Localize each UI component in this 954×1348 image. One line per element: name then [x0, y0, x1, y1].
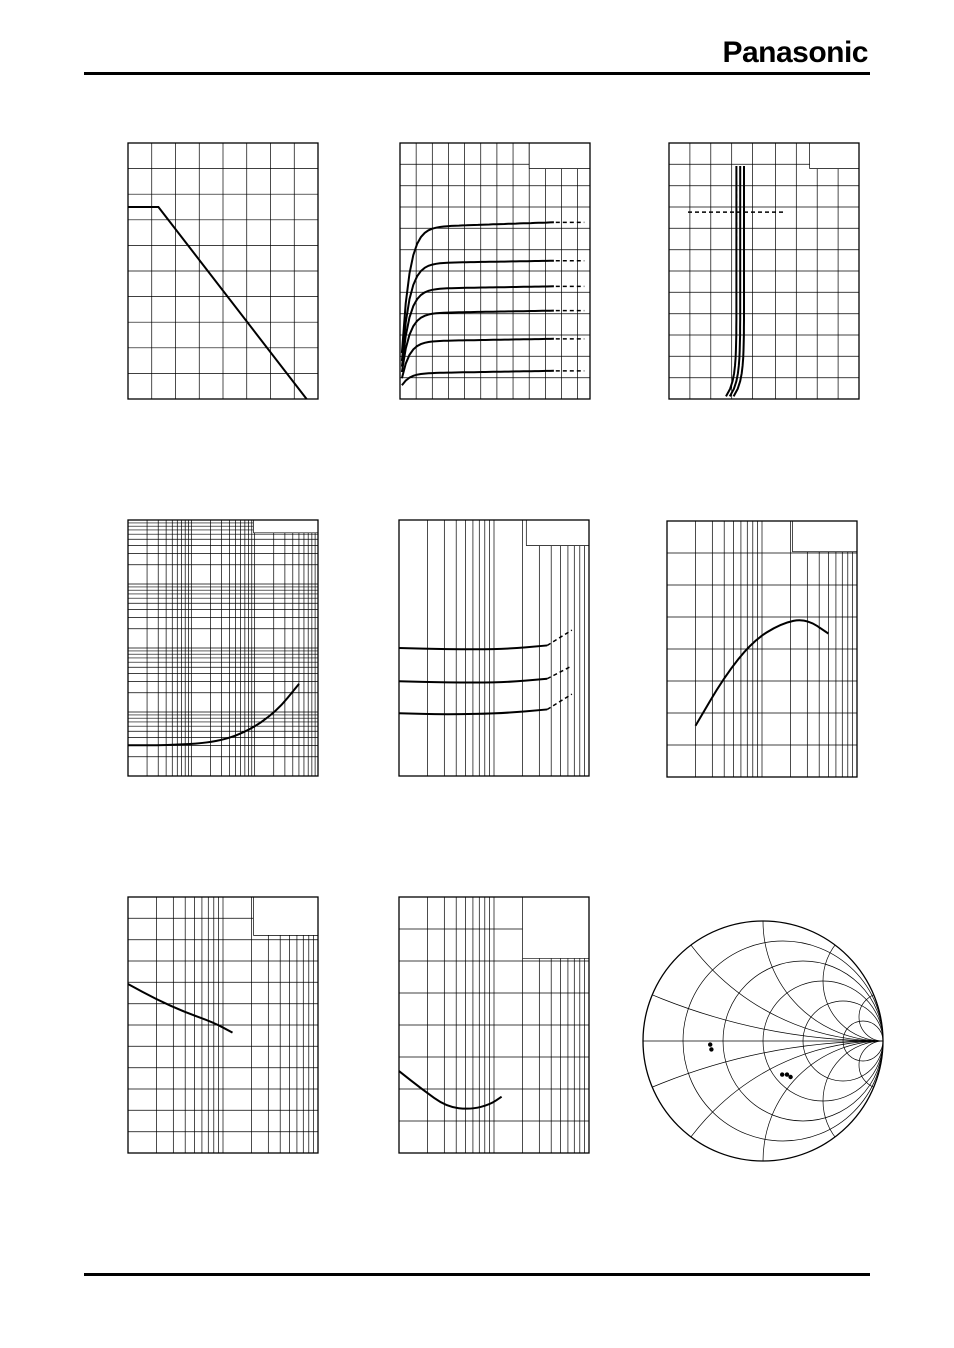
- smith-x-arc: [643, 1041, 954, 1348]
- smith-marker: [709, 1047, 713, 1051]
- chart-8: [399, 897, 589, 1153]
- smith-x-arc: [763, 801, 954, 1041]
- smith-x-arc: [823, 921, 943, 1041]
- data-curve: [128, 984, 233, 1033]
- smith-marker: [788, 1075, 792, 1079]
- chart-7: [128, 897, 318, 1153]
- chart-4: [128, 520, 318, 776]
- chart-9-smith: [641, 918, 885, 1164]
- footer-rule: [84, 1273, 870, 1276]
- output-curve: [402, 311, 554, 372]
- smith-marker: [708, 1042, 712, 1046]
- chart-1: [128, 143, 318, 399]
- smith-marker: [780, 1072, 784, 1076]
- transfer-curve: [726, 166, 736, 396]
- chart-5: [399, 520, 589, 776]
- chart-2: [400, 143, 590, 399]
- chart-6: [667, 521, 857, 777]
- smith-marker: [785, 1072, 789, 1076]
- data-curve: [399, 1071, 502, 1109]
- header-rule: [84, 72, 870, 75]
- data-curve: [128, 207, 307, 399]
- chart-3: [669, 143, 859, 399]
- smith-x-arc: [823, 1041, 943, 1161]
- output-curve: [402, 286, 554, 366]
- panasonic-logo: Panasonic: [722, 36, 868, 69]
- smith-x-arc: [283, 1041, 954, 1348]
